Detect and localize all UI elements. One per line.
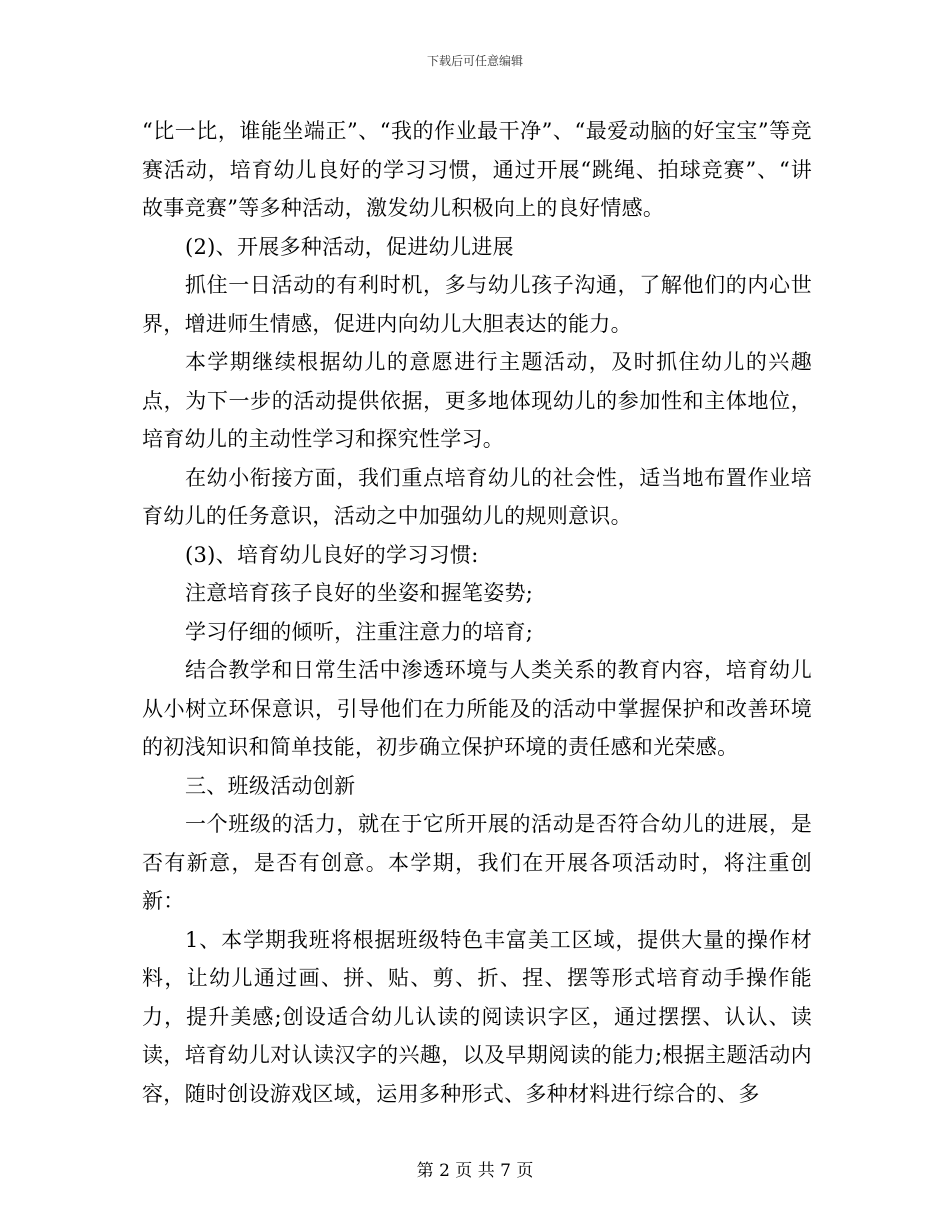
page-header: 下载后可任意编辑 <box>426 54 523 68</box>
paragraph-12: 1、本学期我班将根据班级特色丰富美工区域，提供大量的操作材料，让幼儿通过画、拼、贴、剪、折、捏、摆等形式培育动手操作能力，提升美感;创设适合幼儿认读的阅读识字区，通过摆摆、认认、读读，培育幼儿对认读汉字的兴趣，以及早期阅读的能力;根据主题活动内容，随时创设游戏区域，运用多种形式、多种材料进行综合的、多 <box>142 927 812 1106</box>
page-footer: 第 2 页 共 7 页 <box>416 1161 534 1181</box>
paragraph-3: 抓住一日活动的有利时机，多与幼儿孩子沟通，了解他们的内心世界，增进师生情感，促进内向幼儿大胆表达的能力。 <box>142 273 812 336</box>
section-heading: 三、班级活动创新 <box>185 773 356 798</box>
paragraph-7: 注意培育孩子良好的坐姿和握笔姿势; <box>185 581 534 605</box>
paragraph-8: 学习仔细的倾听，注重注意力的培育; <box>185 619 534 644</box>
paragraph-4: 本学期继续根据幼儿的意愿进行主题活动，及时抓住幼儿的兴趣点，为下一步的活动提供依据，更多地体现幼儿的参加性和主体地位，培育幼儿的主动性学习和探究性学习。 <box>142 350 812 451</box>
paragraph-2: (2)、开展多种活动，促进幼儿进展 <box>185 234 514 259</box>
paragraph-1: “比一比，谁能坐端正”、“我的作业最干净”、“最爱动脑的好宝宝”等竞赛活动，培育幼儿良好的学习习惯，通过开展“跳绳、拍球竞赛”、“讲故事竞赛”等多种活动，激发幼儿积极向上的良好情感。 <box>142 119 812 220</box>
paragraph-9: 结合教学和日常生活中渗透环境与人类关系的教育内容，培育幼儿从小树立环保意识，引导他们在力所能及的活动中掌握保护和改善环境的初浅知识和简单技能，初步确立保护环境的责任感和光荣感。 <box>142 658 812 759</box>
document-body <box>142 112 812 1113</box>
paragraph-5: 在幼小衔接方面，我们重点培育幼儿的社会性，适当地布置作业培育幼儿的任务意识，活动之中加强幼儿的规则意识。 <box>142 465 812 528</box>
paragraph-6: (3)、培育幼儿良好的学习习惯: <box>185 542 479 567</box>
paragraph-11: 一个班级的活力，就在于它所开展的活动是否符合幼儿的进展，是否有新意，是否有创意。本学期，我们在开展各项活动时，将注重创新： <box>142 812 812 913</box>
